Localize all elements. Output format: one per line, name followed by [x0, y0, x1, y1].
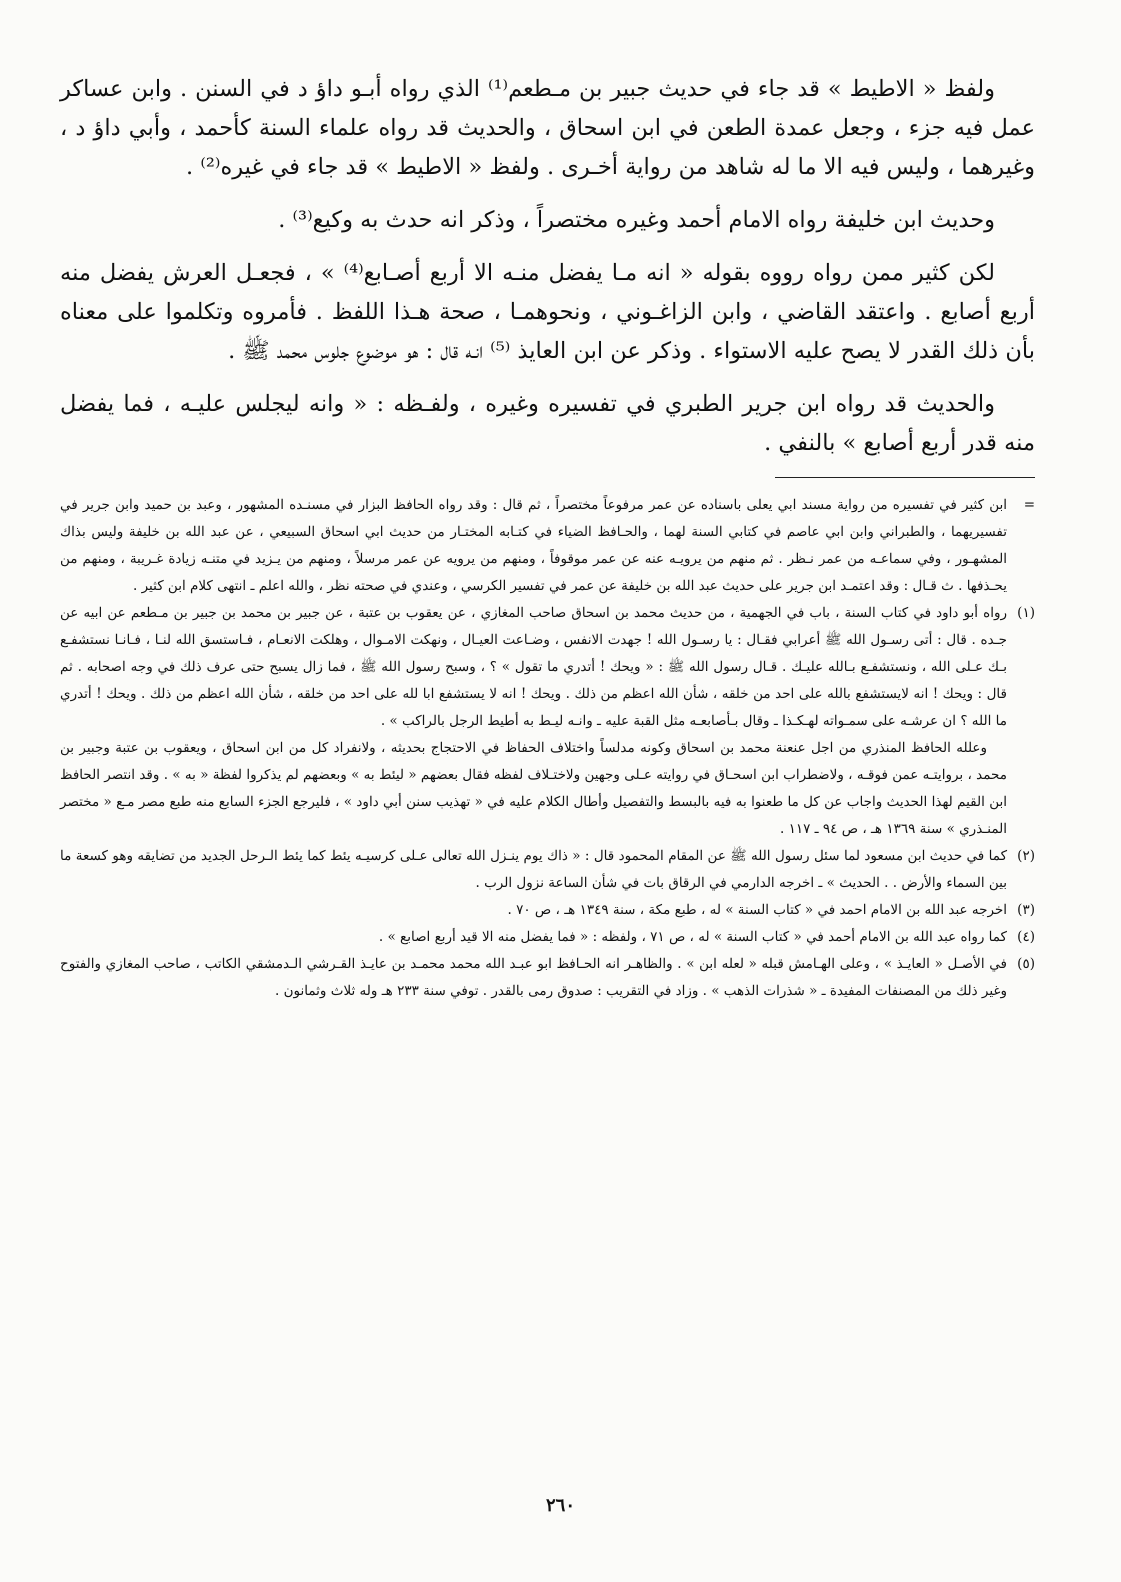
footnote-text: وعلله الحافظ المنذري من اجل عنعنة محمد بن اسحاق وكونه مدلساً واختلاف الحفاظ في الاحتجاج بحديثه ، ولانفراد كل من ابن اسحاق ، ويعقوب بن عتبة وجبير بن محمد ، بروايتـه عمن فوقـه ، ولاضطراب ابن اسحـاق في روايته عـلى وجهين ولاختـلاف لفظه فقال بعضهم « ليئط به » وبعضهم لم يذكروا لفظة « به » . وقد انتصر الحافظ ابن القيم لهذا الحديث واجاب عن كل ما طعنوا به فيه بالبسط والتفصيل وأطال الكلام عليه في « تهذيب سنن أبي داود » ، فليرجع الجزء السابع منه طبع مصر مـع « مختصر المنـذري » سنة ١٣٦٩ هـ ، ص ٩٤ ـ ١١٧ . — [60, 740, 1007, 837]
footnotes — [60, 492, 1035, 1005]
footnote-divider — [775, 477, 1035, 478]
main-paragraph: وحديث ابن خليفة رواه الامام أحمد وغيره مختصراً ، وذكر انه حدث به وكيع⁽³⁾ . — [278, 207, 995, 233]
footnote-text: كما في حديث ابن مسعود لما سئل رسول الله ﷺ عن المقام المحمود قال : « ذاك يوم ينـزل الله تعالى عـلى كرسيـه يئط كما يئط الـرحل الجديد من تضايقه وهو كسعة ما بين السماء والأرض . . الحديث » ـ اخرجه الدارمي في الرقاق بات في شأن الساعة نزول الرب . — [60, 848, 1007, 891]
main-paragraph: لكن كثير ممن رواه رووه بقوله « انه مـا يفضل منـه الا أربع أصـابع⁽⁴⁾ » ، فجعـل العرش يفضل منه أربع أصابع . واعتقد القاضي ، وابن الزاغـوني ، ونحوهمـا ، صحة هـذا اللفظ . فأمروه وتكلموا على معناه بأن ذلك القدر لا يصح عليه الاستواء . وذكر عن ابن العايذ ⁽⁵⁾ انـه قال : هو موضوع جلوس محمد ﷺ . — [60, 260, 1035, 364]
footnote-continuation — [60, 492, 1035, 600]
footnote-2 — [60, 843, 1035, 897]
footnote-4 — [60, 924, 1035, 951]
footnote-text: رواه أبو داود في كتاب السنة ، باب في الجهمية ، من حديث محمد بن اسحاق صاحب المغازي ، عن يعقوب بن عتبة ، عن جبير بن محمد بن جبير بن مـطعم عن ابيه عن جـده . قال : أتى رسـول الله ﷺ أعرابي فقـال : يا رسـول الله ! جهدت الانفس ، وضـاعت العيـال ، ونهكت الامـوال ، وهلكت الانعـام ، فـاستسق الله لنـا ، فـانـا نستشفـع بـك عـلى الله ، ونستشفـع بـالله عليـك . قـال رسول الله ﷺ : « ويحك ! أتدري ما تقول » ؟ ، وسبح رسول الله ﷺ ، فما زال يسبح حتى عرف ذلك في وجه اصحابه . ثم قال : ويحك ! انه لايستشفع بالله على احد من خلقه ، شأن الله اعظم من ذلك . ويحك ! انه لا يستشفع ابا لله على احد من خلقه ، شأن الله اعظم من ذلك . ويحك ! أتدري ما الله ؟ ان عرشـه على سمـواته لهـكـذا ـ وقال بـأصابعـه مثل القبة عليه ـ وانـه ليـط به أطيط الرجل بالراكب » . — [60, 605, 1007, 729]
footnote-text: ابن كثير في تفسيره من رواية مسند ابي يعلى باسناده عن عمر مرفوعاً مختصراً ، ثم قال : وقد رواه الحافظ البزار في مسنـده المشهور ، وعبد بن حميد وابن جرير في تفسيريهما ، والطبراني وابن ابي عاصم في كتابي السنة لهما ، والحـافظ الضياء في كتـابه المختـار من حديث ابي اسحاق السبيعي ، عن عبد الله بن خليفة وليس بذاك المشهـور ، وفي سماعـه من عمر نـظر . ثم منهم من يرويـه عنه عن عمر موقوفاً ، ومنهم من يرويه عن عمر مرسلاً ، ومنهم من يـزيد في متنـه زيادة غـريبة ، ومنهم من يحـذفها . ث قـال : وقد اعتمـد ابن جرير على حديث عبد الله بن خليفة عن عمر في تفسير الكرسي ، وعندي في صحته نظر ، والله اعلم ـ انتهى كلام ابن كثير . — [60, 497, 1007, 594]
footnote-3 — [60, 897, 1035, 924]
footnote-mark: (١) — [1017, 605, 1035, 621]
main-paragraph: ولفظ « الاطيط » قد جاء في حديث جبير بن مـطعم⁽¹⁾ الذي رواه أبـو داؤ د في السنن . وابن عساكر عمل فيه جزء ، وجعل عمدة الطعن في ابن اسحاق ، والحديث قد رواه علماء السنة كأحمد ، وأبي داؤ د ، وغيرهما ، وليس فيه الا ما له شاهد من رواية أخـرى . ولفظ « الاطيط » قد جاء في غيره⁽²⁾ . — [60, 76, 1035, 180]
footnote-1-commentary — [60, 735, 1035, 843]
main-text — [60, 70, 1035, 463]
footnote-1 — [60, 600, 1035, 735]
footnote-text: كما رواه عبد الله بن الامام أحمد في « كتاب السنة » له ، ص ٧١ ، ولفظه : « فما يفضل منه الا قيد أربع اصابع » . — [378, 929, 1007, 945]
footnote-text: في الأصـل « العايـذ » ، وعلى الهـامش قبله « لعله ابن » . والظاهـر انه الحـافظ ابو عبـد الله محمد محمـد بن عايـذ القـرشي الـدمشقي الكاتب ، صاحب المغازي والفتوح وغير ذلك من المصنفات المفيدة ـ « شذرات الذهب » . وزاد في التقريب : صدوق رمى بالقدر . توفي سنة ٢٣٣ هـ وله ثلاث وثمانون . — [60, 956, 1007, 999]
footnote-mark: (٤) — [1017, 929, 1035, 945]
footnote-mark: (٢) — [1017, 848, 1035, 864]
footnote-5 — [60, 951, 1035, 1005]
main-paragraph: والحديث قد رواه ابن جرير الطبري في تفسيره وغيره ، ولفـظه : « وانه ليجلس عليـه ، فما يفضل منه قدر أربع أصابع » بالنفي . — [60, 391, 1035, 456]
footnote-mark: (٣) — [1017, 902, 1035, 918]
footnote-mark: (٥) — [1017, 956, 1035, 972]
page-number: ٢٦٠ — [545, 1495, 575, 1516]
page-body — [60, 70, 1035, 1005]
footnote-text: اخرجه عبد الله بن الامام احمد في « كتاب السنة » له ، طبع مكة ، سنة ١٣٤٩ هـ ، ص ٧٠ . — [507, 902, 1007, 918]
footnote-mark: = — [1023, 497, 1035, 513]
